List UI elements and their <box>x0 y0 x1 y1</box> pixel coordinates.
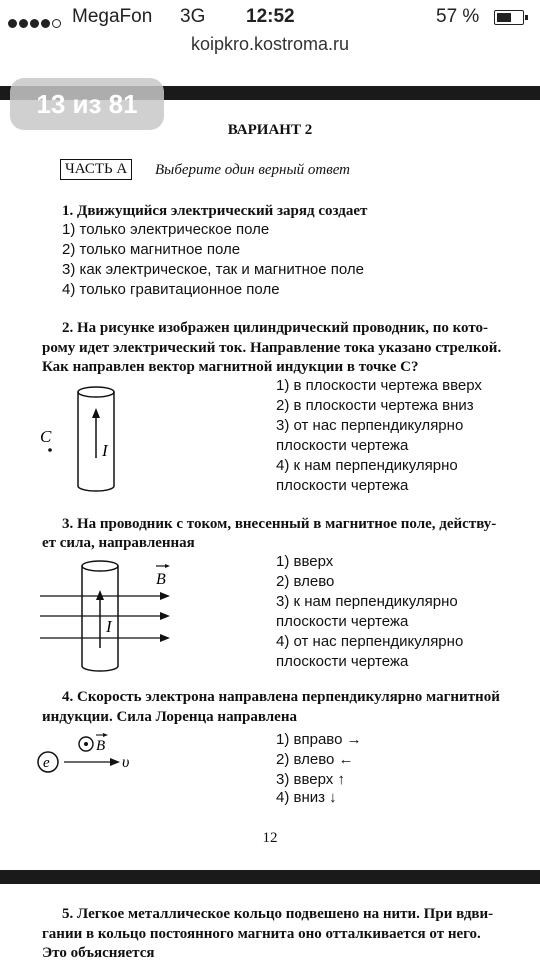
velocity-label: υ <box>122 754 130 771</box>
q3-option-3-cont: плоскости чертежа <box>276 613 409 630</box>
question-2-line-1: 2. На рисунке изображен цилиндрический проводник, по кото- <box>62 320 489 336</box>
part-hint: Выберите один верный ответ <box>155 162 350 178</box>
variant-title: ВАРИАНТ 2 <box>227 122 313 138</box>
q3-option-1: 1) вверх <box>276 553 334 570</box>
q1-option-3: 3) как электрическое, так и магнитное поле <box>62 261 364 278</box>
point-c-label: C <box>40 427 52 446</box>
current-label: I <box>106 617 112 636</box>
part-label: ЧАСТЬ А <box>60 159 132 180</box>
current-label: I <box>102 441 108 460</box>
question-4-line-1: 4. Скорость электрона направлена перпендикулярно магнитной <box>62 689 500 705</box>
signal-strength-icon <box>8 12 63 34</box>
question-5-line-1: 5. Легкое металлическое кольцо подвешено на нити. При вдви- <box>62 906 494 922</box>
q4-option-1: 1) вправо → <box>276 731 362 748</box>
battery-percent: 57 % <box>436 6 480 27</box>
point-c <box>48 448 52 452</box>
document-page <box>0 100 540 870</box>
q3-option-4: 4) от нас перпендикулярно <box>276 633 464 650</box>
q2-option-4-cont: плоскости чертежа <box>276 477 409 494</box>
page-number: 12 <box>262 830 278 846</box>
q2-option-3: 3) от нас перпендикулярно <box>276 417 464 434</box>
question-5-line-2: гании в кольцо постоянного магнита оно отталкивается от него. <box>42 926 481 942</box>
page-separator-bottom <box>0 870 540 884</box>
q3-field-figure <box>36 556 186 674</box>
q2-conductor-figure <box>36 378 146 498</box>
q4-electron-figure <box>34 733 154 783</box>
q1-option-2: 2) только магнитное поле <box>62 241 241 258</box>
question-3-line-1: 3. На проводник с током, внесенный в магнитное поле, действу- <box>62 516 497 532</box>
carrier-name: MegaFon <box>72 6 153 27</box>
address-bar[interactable]: koipkro.kostroma.ru <box>190 34 350 54</box>
cylinder-top <box>78 387 114 397</box>
q4-option-4: 4) вниз ↓ <box>276 789 337 806</box>
question-1: 1. Движущийся электрический заряд создает <box>62 203 368 219</box>
q3-option-3: 3) к нам перпендикулярно <box>276 593 458 610</box>
field-b-label: B <box>156 571 166 588</box>
q2-option-3-cont: плоскости чертежа <box>276 437 409 454</box>
question-3-line-2: ет сила, направленная <box>42 535 195 551</box>
q2-option-1: 1) в плоскости чертежа вверх <box>276 377 482 394</box>
battery-icon <box>494 10 524 25</box>
q1-option-1: 1) только электрическое поле <box>62 221 270 238</box>
clock: 12:52 <box>246 6 295 27</box>
q3-option-2: 2) влево <box>276 573 335 590</box>
status-bar <box>0 0 540 34</box>
q2-option-4: 4) к нам перпендикулярно <box>276 457 458 474</box>
question-5-line-3: Это объясняется <box>42 945 155 960</box>
question-4-line-2: индукции. Сила Лоренца направлена <box>42 709 297 725</box>
page-indicator: 13 из 81 <box>10 78 164 130</box>
q4-option-2: 2) влево ← <box>276 751 354 768</box>
q3-option-4-cont: плоскости чертежа <box>276 653 409 670</box>
network-type: 3G <box>180 6 206 27</box>
question-2-line-3: Как направлен вектор магнитной индукции в точке С? <box>42 359 419 375</box>
q1-option-4: 4) только гравитационное поле <box>62 281 280 298</box>
field-b-label: B <box>96 738 106 754</box>
q2-option-2: 2) в плоскости чертежа вниз <box>276 397 474 414</box>
q4-option-3: 3) вверх ↑ <box>276 771 345 788</box>
electron-label: e <box>43 755 50 771</box>
question-2-line-2: рому идет электрический ток. Направление тока указано стрелкой. <box>42 340 502 356</box>
next-page-preview <box>0 884 540 960</box>
